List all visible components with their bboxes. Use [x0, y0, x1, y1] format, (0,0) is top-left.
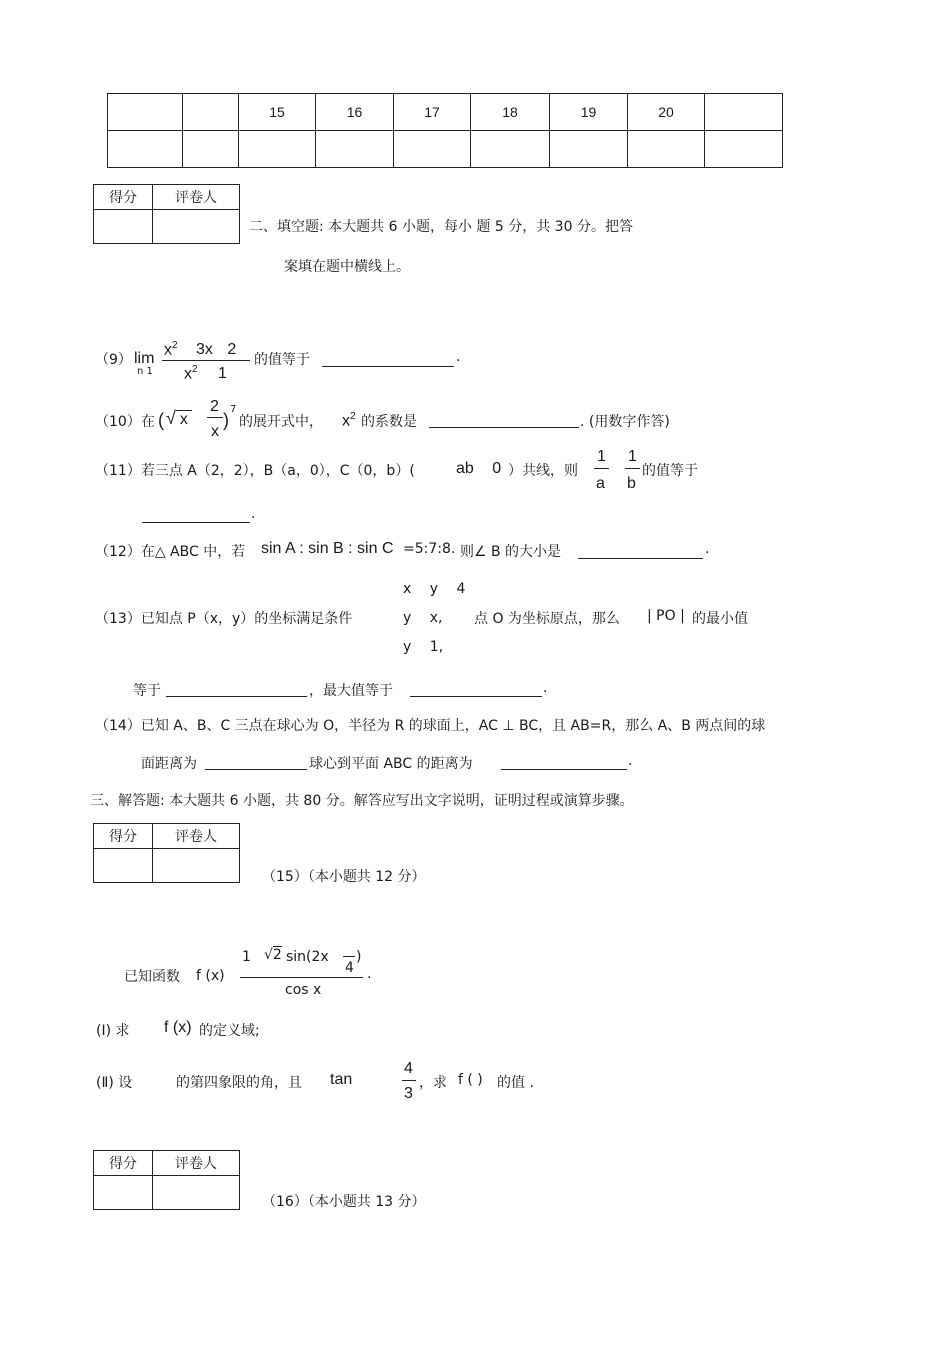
q11-text: （11）若三点 A（2，2），B（a，0），C（0，b）(: [95, 463, 415, 479]
q10-frac-den: x: [211, 423, 219, 440]
q11-text3: 的值等于: [642, 463, 698, 479]
q14-line1: （14）已知 A、B、C 三点在球心为 O，半径为 R 的球面上，AC ⊥ BC，且 AB=R，那么 A、B 两点间的球: [95, 718, 766, 734]
grader-box: [93, 823, 240, 883]
q9-fraction-bar: [162, 360, 250, 361]
q10-x-sup: 2: [350, 411, 356, 422]
q15-part1-label: (Ⅰ) 求: [96, 1023, 130, 1039]
q10-x2: [342, 411, 356, 430]
q15-num-sqrt: [264, 947, 282, 963]
score-cell: 18: [471, 94, 550, 131]
q9-numerator: [164, 340, 236, 359]
q9-lim-subscript: n 1: [137, 366, 153, 377]
q12-answer-blank[interactable]: [578, 544, 703, 559]
sqrt-icon: √: [166, 408, 176, 428]
q15-tan-den: 3: [404, 1085, 413, 1102]
q10-answer-blank[interactable]: [429, 413, 579, 428]
q12-ratio: =5:7:8.: [403, 541, 456, 557]
grader-score-cell[interactable]: [94, 849, 153, 883]
grader-name-cell[interactable]: [153, 210, 240, 244]
q10-frac-bar: [207, 417, 223, 418]
score-input-cell[interactable]: [550, 131, 628, 168]
q14-line2a: 面距离为: [141, 756, 197, 772]
q15-sqrt-arg: 2: [272, 947, 282, 963]
grader-box: [93, 184, 240, 244]
q13-text2: 点 O 为坐标原点，那么: [474, 611, 620, 627]
q9-num-x: x: [164, 341, 172, 359]
q10-number: （10）在: [95, 414, 155, 430]
q12-expr: sin A : sin B : sin C: [261, 540, 394, 557]
score-input-cell[interactable]: [239, 131, 316, 168]
q9-den-rest: 1: [218, 365, 227, 383]
q11-frac1-den: a: [596, 475, 605, 492]
q11-frac2-bar: [625, 468, 640, 469]
q11-text2: ）共线，则: [508, 463, 578, 479]
score-cell: 16: [316, 94, 394, 131]
q10-close-paren: ): [223, 410, 229, 430]
score-input-cell[interactable]: [316, 131, 394, 168]
score-cell: 19: [550, 94, 628, 131]
q11-frac1-bar: [594, 468, 609, 469]
score-table: [107, 93, 783, 168]
q15-part2-text3: 的值 .: [497, 1075, 534, 1091]
q15-tan-num: 4: [404, 1060, 413, 1077]
grader-score-cell[interactable]: [94, 1176, 153, 1210]
q15-num-4: 4: [345, 960, 354, 976]
score-cell: [183, 94, 239, 131]
q13-period: .: [543, 680, 548, 696]
q13-text5: ，最大值等于: [309, 683, 393, 699]
q16-title: （16）（本小题共 13 分）: [262, 1194, 426, 1210]
q14-center-blank[interactable]: [501, 755, 627, 770]
q10-tail: . (用数字作答): [580, 414, 670, 430]
grader-score-cell[interactable]: [94, 210, 153, 244]
q9-num-rest: 3x 2: [196, 341, 237, 359]
q9-den-sup: 2: [192, 364, 198, 375]
q11-frac2-den: b: [627, 475, 636, 492]
q13-text4: 等于: [133, 683, 161, 699]
q15-tan: tan: [330, 1071, 353, 1088]
q13-text3: 的最小值: [692, 611, 748, 627]
grader-name-label: 评卷人: [153, 185, 240, 210]
score-input-cell[interactable]: [108, 131, 183, 168]
grader-name-label: 评卷人: [153, 824, 240, 849]
q12-text: （12）在△ ABC 中，若: [95, 544, 246, 560]
q9-number: （9）: [95, 352, 132, 368]
grader-name-cell[interactable]: [153, 849, 240, 883]
q11-frac1-num: 1: [597, 448, 606, 465]
q15-part1-fx: f (x): [164, 1019, 192, 1036]
q9-lim: lim: [134, 350, 155, 367]
score-cell: 17: [394, 94, 471, 131]
q15-den: cos x: [285, 982, 322, 998]
grader-score-label: 得分: [94, 1151, 153, 1176]
q15-tan-bar: [402, 1080, 416, 1081]
q15-part2-text: 的第四象限的角，且: [176, 1075, 302, 1091]
q11-period: .: [251, 506, 256, 522]
q13-cond2: y x,: [403, 610, 443, 626]
q9-num-sup: 2: [172, 340, 178, 351]
q11-answer-blank[interactable]: [142, 508, 250, 523]
q10-x: x: [342, 412, 350, 430]
q13-max-blank[interactable]: [410, 682, 542, 697]
q10-sqrt: [166, 408, 192, 429]
q9-period: .: [456, 349, 461, 365]
score-cell: 15: [239, 94, 316, 131]
grader-score-label: 得分: [94, 185, 153, 210]
score-cell: [705, 94, 783, 131]
q14-distance-blank[interactable]: [205, 755, 307, 770]
section3-intro: 三、解答题: 本大题共 6 小题，共 80 分。解答应写出文字说明，证明过程或演算步骤。: [90, 793, 634, 809]
score-input-cell[interactable]: [628, 131, 705, 168]
q15-title: （15）（本小题共 12 分）: [262, 869, 426, 885]
q15-func-intro: 已知函数: [124, 969, 180, 985]
section2-intro-line1: 二、填空题: 本大题共 6 小题，每小 题 5 分，共 30 分。把答: [249, 219, 633, 235]
score-input-cell[interactable]: [705, 131, 783, 168]
q15-part1-text: 的定义域;: [199, 1023, 260, 1039]
q9-text: 的值等于: [254, 352, 310, 368]
score-table-body-row: [108, 131, 783, 168]
q15-part2-text2: ，求: [419, 1075, 447, 1091]
q13-cond3: y 1,: [403, 639, 444, 655]
q9-answer-blank[interactable]: [322, 352, 454, 367]
grader-name-cell[interactable]: [153, 1176, 240, 1210]
section2-intro-line2: 案填在题中横线上。: [284, 259, 410, 275]
grader-score-label: 得分: [94, 824, 153, 849]
q10-open-paren: (: [158, 410, 164, 430]
q13-text: （13）已知点 P（x，y）的坐标满足条件: [95, 611, 353, 627]
q10-text2: 的系数是: [361, 414, 417, 430]
q15-num-sin: sin(2x: [286, 949, 329, 965]
q13-cond1: x y 4: [403, 581, 466, 597]
grader-box: [93, 1150, 240, 1210]
q11-condition: ab 0: [456, 460, 502, 477]
q10-text1: 的展开式中，: [239, 414, 323, 430]
q9-denominator: [184, 364, 227, 383]
score-cell: [108, 94, 183, 131]
score-input-cell[interactable]: [394, 131, 471, 168]
q12-period: .: [705, 541, 710, 557]
q13-min-blank[interactable]: [166, 682, 307, 697]
q15-fraction-bar: [240, 977, 363, 978]
q13-po: | PO |: [647, 608, 685, 624]
q15-num-close: ): [356, 949, 362, 965]
q15-period: .: [367, 966, 372, 982]
q11-frac2-num: 1: [628, 448, 637, 465]
q12-text2: 则∠ B 的大小是: [460, 544, 562, 560]
score-cell: 20: [628, 94, 705, 131]
q9-den-x: x: [184, 365, 192, 383]
q15-fx: f (x): [196, 968, 225, 984]
q14-period: .: [628, 753, 633, 769]
q15-num-1: 1: [242, 949, 251, 965]
grader-name-label: 评卷人: [153, 1151, 240, 1176]
score-table-header-row: [108, 94, 783, 131]
q15-part2-f: f ( ): [458, 1072, 483, 1088]
q10-frac-num: 2: [210, 398, 219, 415]
q15-part2-label: (Ⅱ) 设: [96, 1075, 133, 1091]
q10-power: 7: [230, 404, 237, 415]
sqrt-icon: √: [264, 947, 273, 963]
q15-pi-bar: [343, 956, 355, 957]
q10-sqrt-arg: x: [176, 410, 192, 428]
q14-line2b: 球心到平面 ABC 的距离为: [309, 756, 473, 772]
score-input-cell[interactable]: [183, 131, 239, 168]
score-input-cell[interactable]: [471, 131, 550, 168]
